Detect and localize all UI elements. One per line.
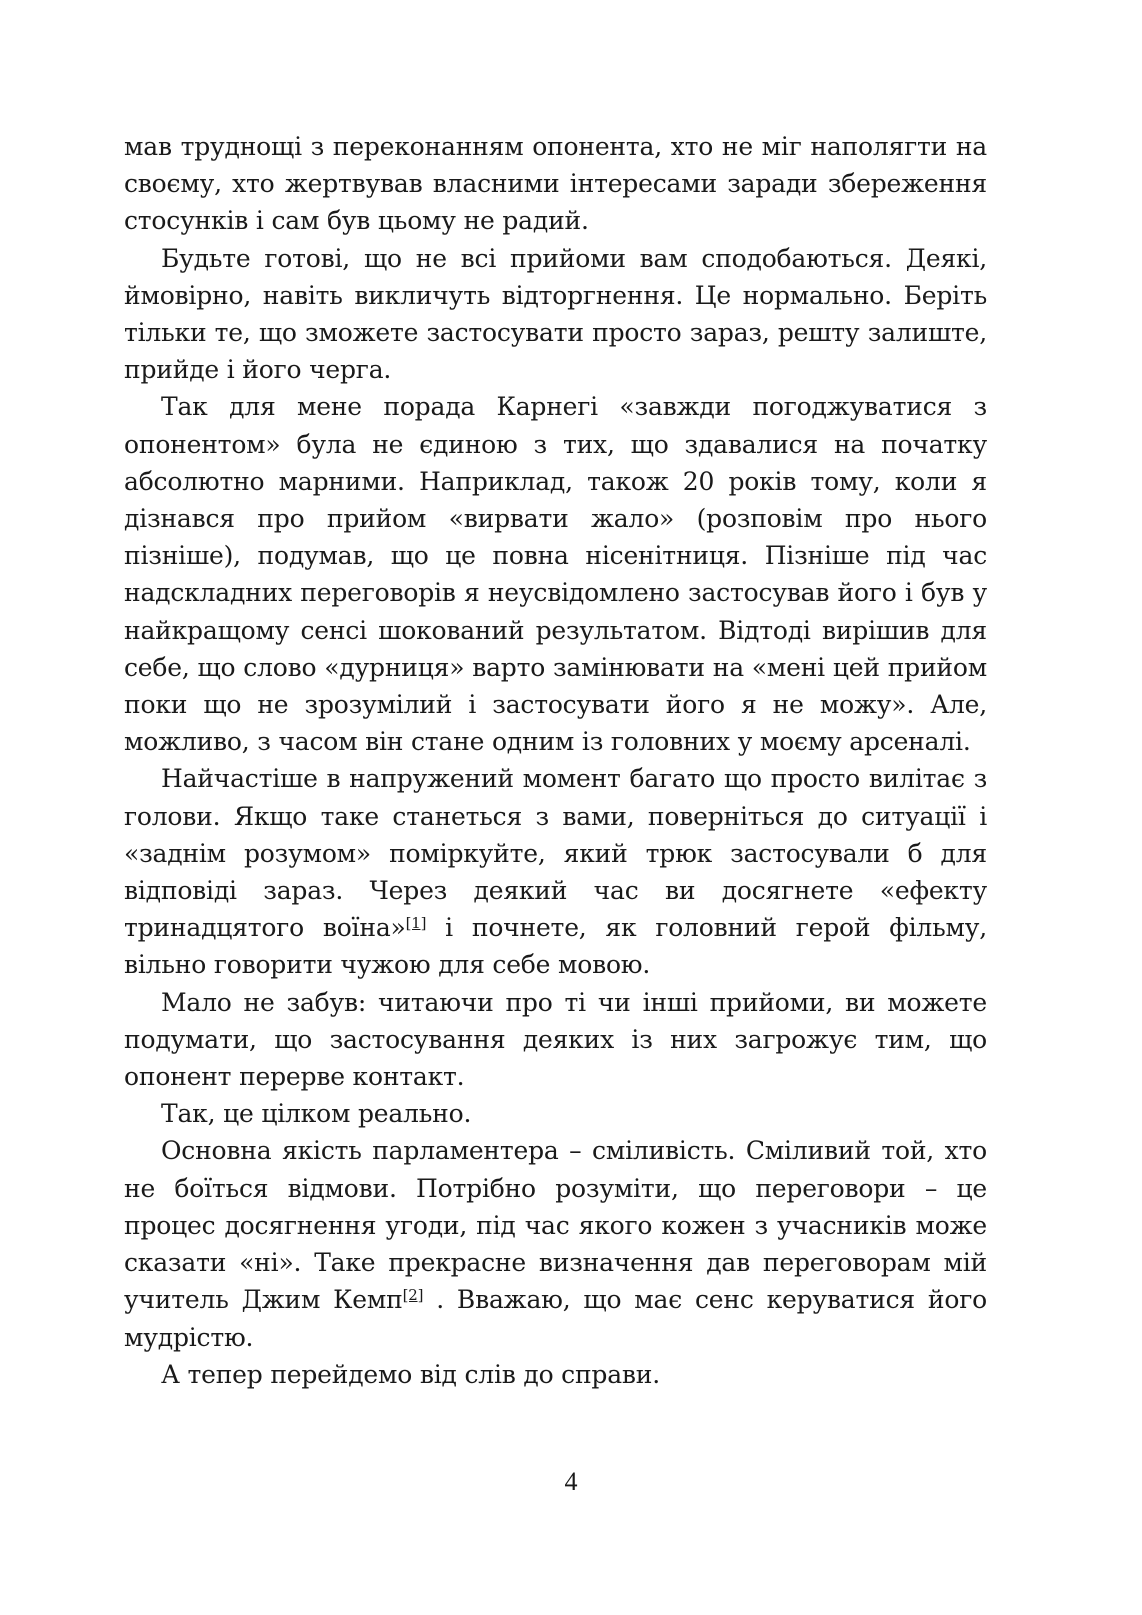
paragraph-text: Найчастіше в напружений момент багато що просто вилітає з голови. Якщо таке станеться з вами, поверніться до ситуації і «заднім розумом» поміркуйте, який трюк застосували б для відповіді зараз. Через деякий час ви досягнете «ефекту тринадцятого воїна» [124, 764, 987, 943]
paragraph-with-footnote [124, 760, 987, 983]
paragraph: А тепер перейдемо від слів до справи. [161, 1359, 661, 1389]
paragraph-with-footnote [124, 1132, 987, 1355]
page-number: 4 [564, 1467, 578, 1496]
paragraph-text: . Вважаю, що має сенс керуватися його мудрістю. [124, 1285, 987, 1352]
paragraph-text: Основна якість парламентера – сміливість. Сміливий той, хто не боїться відмови. Потрібно розуміти, що переговори – це процес досягнення угоди, під час якого кожен з учасників може сказати «ні». Таке прекрасне визначення дав переговорам мій учитель Джим Кемп [124, 1136, 987, 1315]
paragraph: Так, це цілком реально. [161, 1099, 472, 1129]
paragraph-text: і почнете, як головний герой фільму, вільно говорити чужою для себе мовою. [124, 913, 988, 980]
paragraph: Так для мене порада Карнегі «завжди погоджуватися з опонентом» була не єдиною з тих, що здавалися на початку абсолютно марними. Наприклад, також 20 років тому, коли я дізнався про прийом «вирвати жало» (розповім про нього пізніше), подумав, що це повна нісенітниця. Пізніше під час надскладних переговорів я неусвідомлено застосував його і був у найкращому сенсі шокований результатом. Відтоді вирішив для себе, що слово «дурниця» варто замінювати на «мені цей прийом поки що не зрозумілий і застосувати його я не можу». Але, можливо, з часом він стане одним із головних у моєму арсеналі. [124, 392, 987, 757]
paragraph: Будьте готові, що не всі прийоми вам сподобаються. Деякі, ймовірно, навіть викличуть відторгнення. Це нормально. Беріть тільки те, що зможете застосувати просто зараз, решту залиште, прийде і його черга. [124, 243, 987, 385]
footnote-link-1[interactable]: [1] [405, 914, 427, 933]
paragraph: Мало не забув: читаючи про ті чи інші прийоми, ви можете подумати, що застосування деяких із них загрожує тим, що опонент перерве контакт. [124, 987, 987, 1092]
footnote-link-2[interactable]: [2] [402, 1286, 424, 1305]
page-body [124, 128, 987, 1393]
paragraph-continuation: мав труднощі з переконанням опонента, хто не міг наполягти на своєму, хто жертвував власними інтересами заради збереження стосунків і сам був цьому не радий. [124, 132, 987, 236]
